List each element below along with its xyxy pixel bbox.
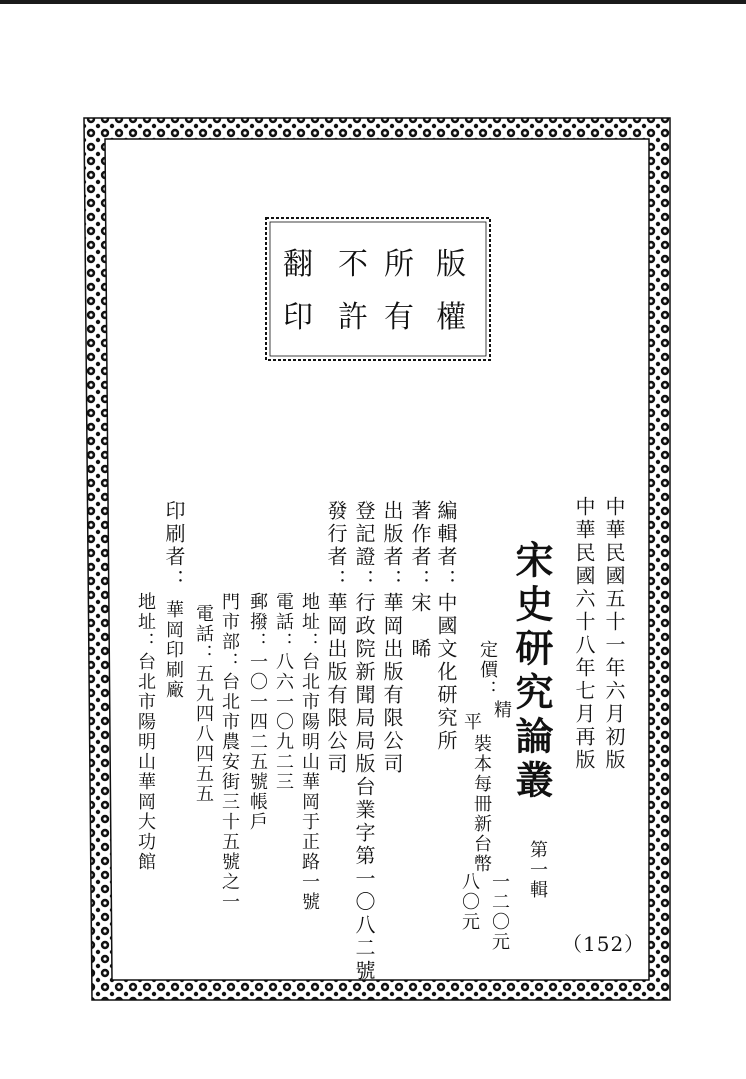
- printer-address: 地址：台北市陽明山華岡大功館: [135, 592, 156, 872]
- copyright-char: 權: [436, 300, 466, 335]
- copyright-char: 許: [338, 300, 368, 335]
- distributor-phone: 電話：八六一〇九二三: [273, 592, 294, 792]
- copyright-char: 翻: [283, 247, 313, 282]
- printer-name: 華岡印刷廠: [163, 600, 184, 700]
- author: 著作者：宋 晞: [408, 500, 432, 661]
- copyright-char: 有: [384, 300, 414, 335]
- distributor: 發行者：華岡出版有限公司: [324, 500, 348, 776]
- reprint-date: 中華民國六十八年七月再版: [572, 496, 596, 772]
- distributor-address: 地址：台北市陽明山華岡于正路一號: [299, 592, 320, 912]
- price-paperback: 八〇元: [459, 872, 480, 932]
- copyright-char: 版: [436, 247, 466, 282]
- price-hardcover-label: 精: [491, 700, 512, 720]
- series-volume: 第一輯: [527, 840, 548, 900]
- copyright-char: 印: [283, 300, 313, 335]
- publisher: 出版者：華岡出版有限公司: [380, 500, 404, 776]
- price-per-volume: 裝本每冊新台幣: [471, 734, 492, 874]
- book-title: 宋史研究論叢: [509, 540, 554, 804]
- price-paperback-label: 平: [461, 712, 482, 732]
- price-label: 定價：: [477, 640, 498, 700]
- price-hardcover: 一二〇元: [489, 872, 510, 952]
- first-edition-date: 中華民國五十一年六月初版: [602, 496, 626, 772]
- postal-account: 郵撥：一〇一四二五號帳戶: [247, 592, 268, 832]
- registration: 登記證：行政院新聞局局版台業字第一〇八二號: [352, 500, 376, 983]
- page-number: （152）: [562, 932, 646, 956]
- retail-store-phone: 電話：五九四八四五五: [193, 604, 214, 804]
- retail-store: 門市部：台北市農安街三十五號之一: [219, 592, 240, 912]
- copyright-char: 不: [338, 247, 368, 282]
- copyright-char: 所: [384, 247, 414, 282]
- editor: 編輯者：中國文化研究所: [434, 500, 458, 753]
- printer-label: 印刷者：: [162, 500, 186, 592]
